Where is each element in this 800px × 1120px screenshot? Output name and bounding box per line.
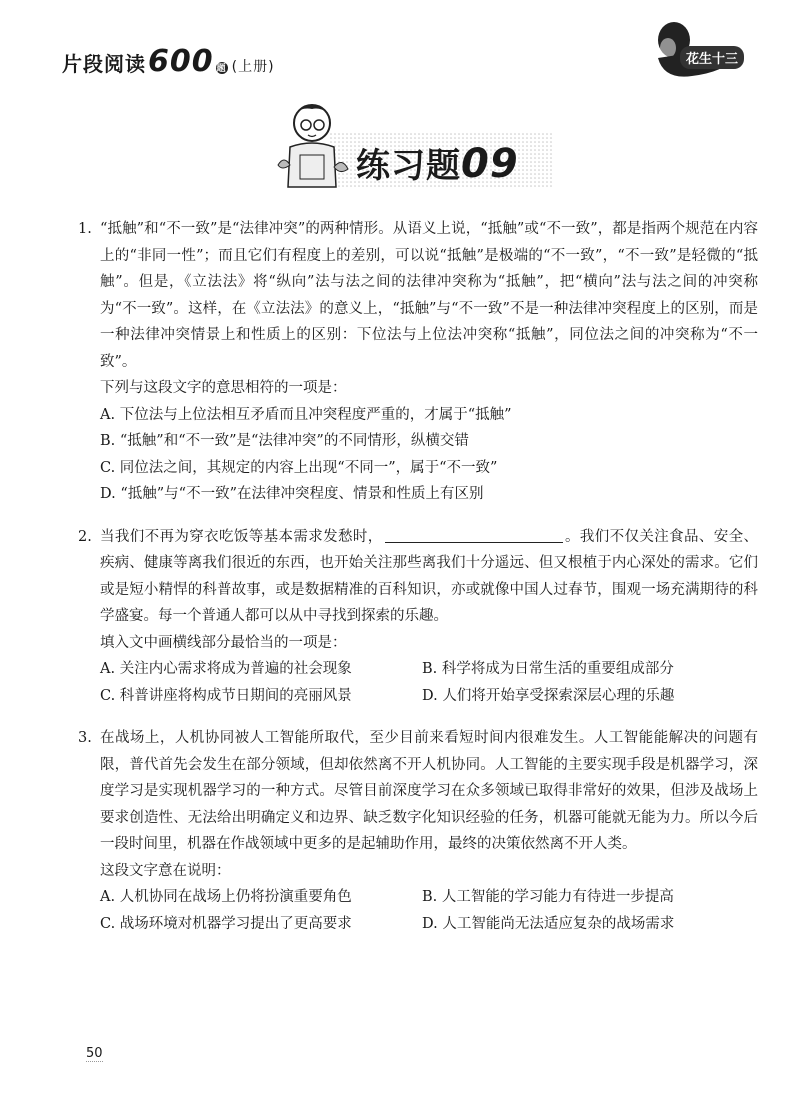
- option-c: C. 战场环境对机器学习提出了更高要求: [100, 915, 352, 932]
- question-passage: “抵触”和“不一致”是“法律冲突”的两种情形。从语义上说，“抵触”或“不一致”，都是指两个规范在内容上的“非同一性”；而且它们有程度上的差别，可以说“抵触”是极端的“不一致”，“不一致”是轻微的“抵触”。但是，《立法法》将“纵向”法与法之间的法律冲突称为“抵触”，把“横向”法与法之间的冲突称为“不一致”。这样，在《立法法》的意义上，“抵触”与“不一致”不是一种法律冲突程度上的区别，而是一种法律冲突情景上和性质上的区别：下位法与上位法冲突称“抵触”，同位法之间的冲突称为“不一致”。: [100, 221, 758, 370]
- option-d: D. “抵触”与“不一致”在法律冲突程度、情景和性质上有区别: [100, 486, 484, 502]
- page-number: 50: [86, 1046, 103, 1061]
- option-c: C. 同位法之间，其规定的内容上出现“不同一”，属于“不一致”: [100, 459, 498, 476]
- question-2: [78, 524, 758, 710]
- option-b: B. “抵触”和“不一致”是“法律冲突”的不同情形，纵横交错: [100, 433, 469, 449]
- option-c: C. 科普讲座将构成节日期间的亮丽风景: [100, 687, 352, 704]
- mascot-illustration-icon: [270, 95, 350, 195]
- options-list: [100, 402, 758, 508]
- question-passage: [100, 524, 758, 630]
- exercise-title-text: 练习题: [356, 146, 461, 186]
- question-list: [78, 216, 758, 937]
- passage-before-blank: 当我们不再为穿衣吃饭等基本需求发愁时，: [100, 528, 383, 545]
- option-d: D. 人工智能尚无法适应复杂的战场需求: [422, 915, 675, 932]
- question-count: 600: [148, 44, 214, 79]
- option-a: A. 人机协同在战场上仍将扮演重要角色: [100, 889, 352, 905]
- question-number: 3.: [78, 730, 92, 746]
- passage-after-blank: 。我们不仅关注食品、安全、疾病、健康等离我们很近的东西，也开始关注那些离我们十分遥远、但又根植于内心深处的需求。它们或是短小精悍的科普故事，或是数据精准的百科知识，亦或就像中国人过春节，围观一场充满期待的科学盛宴。每一个普通人都可以从中寻找到探索的乐趣。: [100, 528, 758, 624]
- exercise-title: [356, 138, 519, 187]
- option-a: A. 关注内心需求将成为普遍的社会现象: [100, 661, 352, 677]
- brand-name: 花生十三: [680, 46, 744, 69]
- option-d: D. 人们将开始享受探索深层心理的乐趣: [422, 687, 675, 704]
- question-1: [78, 216, 758, 508]
- book-title: [62, 44, 275, 79]
- option-b: B. 人工智能的学习能力有待进一步提高: [422, 889, 674, 905]
- options-grid: [100, 656, 758, 709]
- question-count-suffix: 题: [216, 62, 228, 74]
- fill-blank: [385, 526, 563, 543]
- question-prompt: 下列与这段文字的意思相符的一项是：: [100, 380, 347, 396]
- book-title-text: 片段阅读: [62, 52, 146, 76]
- volume-label: (上册): [231, 59, 275, 75]
- question-number: 1.: [78, 221, 92, 237]
- options-grid: [100, 884, 758, 937]
- option-b: B. 科学将成为日常生活的重要组成部分: [422, 661, 674, 677]
- question-3: [78, 725, 758, 937]
- question-prompt: 这段文字意在说明：: [100, 862, 231, 879]
- option-a: A. 下位法与上位法相互矛盾而且冲突程度严重的，才属于“抵触”: [100, 406, 512, 423]
- question-passage: 在战场上，人机协同被人工智能所取代，至少目前来看短时间内很难发生。人工智能能解决的问题有限，普代首先会发生在部分领域，但却依然离不开人机协同。人工智能的主要实现手段是机器学习，深度学习是实现机器学习的一种方式。尽管目前深度学习在众多领域已取得非常好的效果，但涉及战场上要求创造性、无法给出明确定义和边界、缺乏数字化知识经验的任务，机器可能就无能为力。所以今后一段时间里，机器在作战领域中更多的是起辅助作用，最终的决策依然离不开人类。: [100, 730, 758, 852]
- question-number: 2.: [78, 528, 92, 545]
- question-prompt: 填入文中画横线部分最恰当的一项是：: [100, 634, 347, 651]
- exercise-number: 09: [461, 141, 519, 187]
